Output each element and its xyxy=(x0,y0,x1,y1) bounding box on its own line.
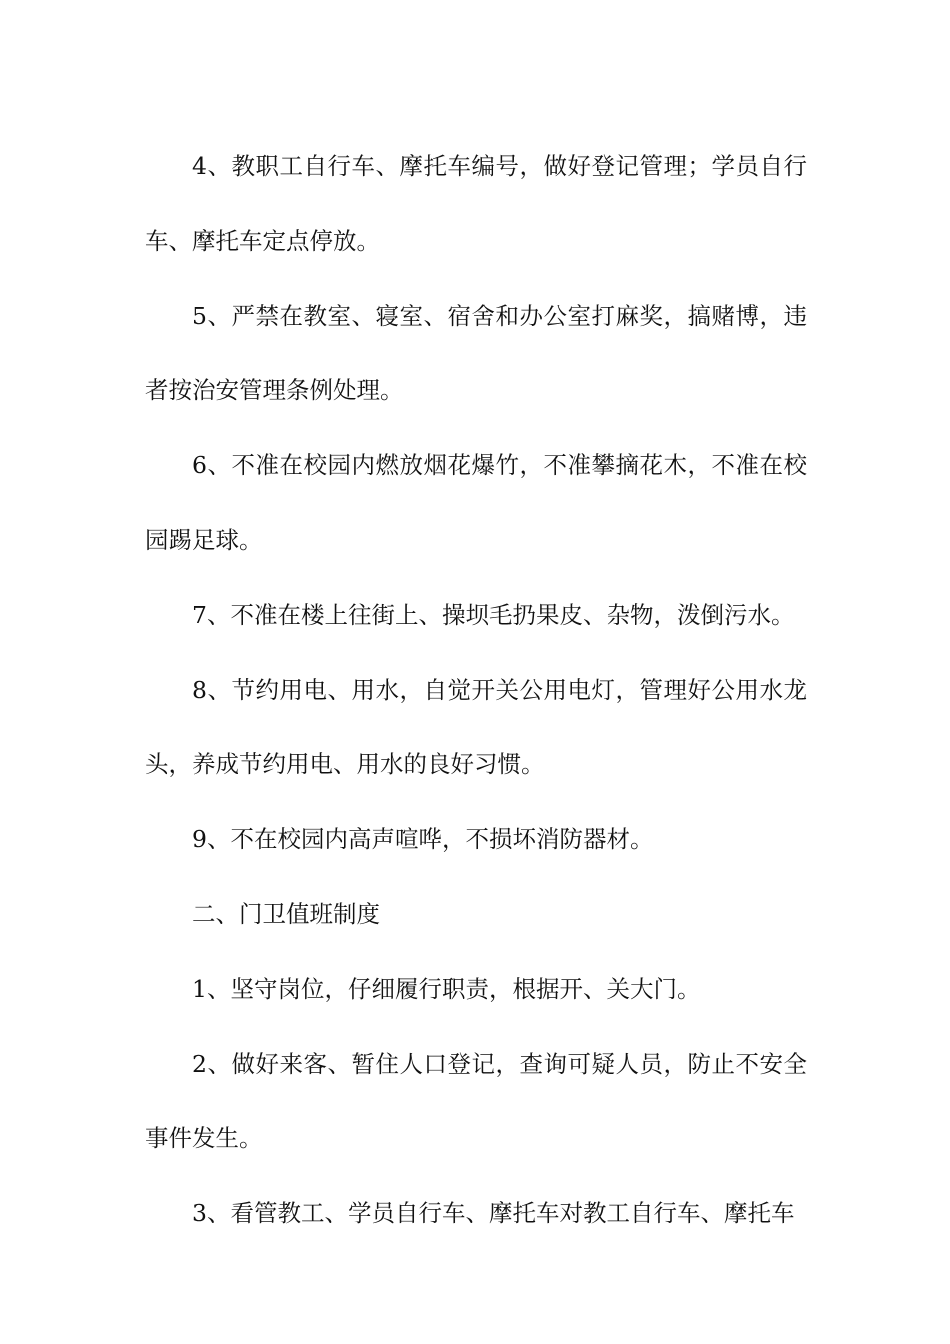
paragraph-rule-6: 6、不准在校园内燃放烟花爆竹，不准攀摘花木，不准在校园踢足球。 xyxy=(145,451,807,554)
paragraph-gate-rule-1: 1、坚守岗位，仔细履行职责，根据开、关大门。 xyxy=(192,974,701,1003)
paragraph-rule-5: 5、严禁在教室、寝室、宿舍和办公室打麻奖，搞赌博，违者按治安管理条例处理。 xyxy=(145,301,807,405)
paragraph-gate-rule-3: 3、看管教工、学员自行车、摩托车对教工自行车、摩托车 xyxy=(192,1199,795,1228)
section-heading-gate-duty: 二、门卫值班制度 xyxy=(192,899,380,928)
paragraph-rule-9: 9、不在校园内高声喧哗，不损坏消防器材。 xyxy=(192,825,654,854)
paragraph-gate-rule-2: 2、做好来客、暂住人口登记，查询可疑人员，防止不安全事件发生。 xyxy=(145,1049,807,1153)
document-body xyxy=(145,129,807,1251)
paragraph-rule-7: 7、不准在楼上往街上、操坝毛扔果皮、杂物，泼倒污水。 xyxy=(192,600,795,629)
paragraph-rule-4: 4、教职工自行车、摩托车编号，做好登记管理；学员自行车、摩托车定点停放。 xyxy=(145,152,807,255)
paragraph-rule-8: 8、节约用电、用水，自觉开关公用电灯，管理好公用水龙头，养成节约用电、用水的良好习惯。 xyxy=(145,675,807,779)
